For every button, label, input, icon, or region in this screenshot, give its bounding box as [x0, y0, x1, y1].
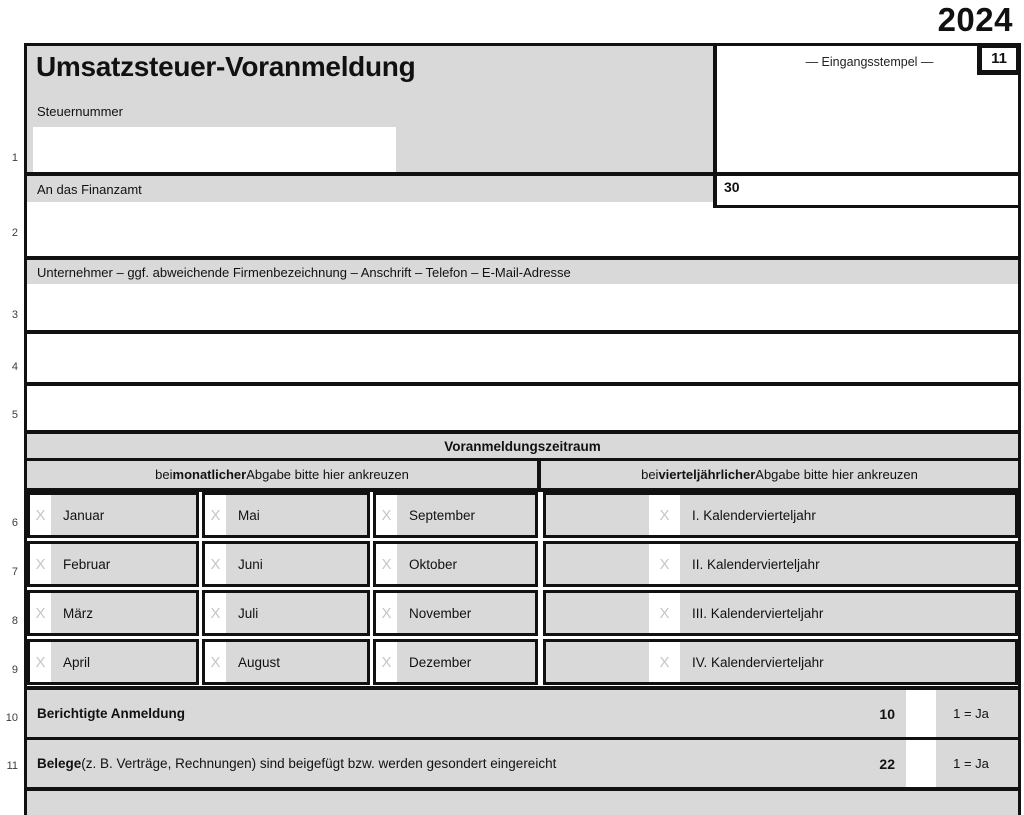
month-label-maerz: März [63, 605, 93, 621]
checkbox-mark: X [659, 506, 670, 524]
field-code-10: 10 [879, 705, 895, 722]
checkbox-mark: X [210, 506, 221, 524]
berichtigte-anmeldung-row [27, 690, 1018, 737]
month-label-dezember: Dezember [409, 654, 472, 670]
steuernummer-label: Steuernummer [37, 104, 123, 119]
quarterly-header-prefix: bei [641, 467, 659, 482]
checkbox-mark: X [35, 604, 46, 622]
checkbox-mark: X [35, 555, 46, 573]
eingangsstempel-label: — Eingangsstempel — [805, 55, 934, 69]
quarterly-header-bold: vierteljährlicher [658, 467, 756, 482]
belege-bold-text: Belege [37, 756, 82, 771]
month-label-april: April [63, 654, 91, 670]
row-number-5: 5 [11, 409, 18, 421]
quarter-label-q3: III. Kalendervierteljahr [692, 605, 824, 621]
row-number-1: 1 [11, 152, 18, 164]
finanzamt-name-input[interactable] [27, 206, 1018, 256]
checkbox-oktober[interactable] [376, 544, 397, 584]
checkbox-q2[interactable] [649, 544, 680, 584]
month-cell-august [202, 639, 370, 685]
finanzamt-label-bar [27, 176, 713, 202]
month-cell-maerz [27, 590, 199, 636]
quarter-spacer [546, 593, 649, 633]
month-label-oktober: Oktober [409, 556, 458, 572]
month-cell-oktober [373, 541, 538, 587]
row-number-10: 10 [5, 712, 18, 724]
month-cell-februar [27, 541, 199, 587]
quarter-label-q1: I. Kalendervierteljahr [692, 507, 816, 523]
quarter-cell-q4 [543, 639, 1018, 685]
quarter-spacer [546, 544, 649, 584]
month-label-mai: Mai [238, 507, 260, 523]
month-label-februar: Februar [63, 556, 111, 572]
belege-label [37, 740, 556, 787]
month-cell-januar [27, 492, 199, 538]
checkbox-november[interactable] [376, 593, 397, 633]
belege-rest-text: (z. B. Verträge, Rechnungen) sind beigefügt bzw. werden gesondert eingereicht [81, 756, 557, 771]
quarter-cell-q2 [543, 541, 1018, 587]
quarter-label-q2: II. Kalendervierteljahr [692, 556, 820, 572]
monthly-header [27, 461, 537, 488]
finanzamt-label: An das Finanzamt [37, 181, 142, 197]
unternehmer-label-bar [27, 260, 1018, 284]
form-header [27, 46, 713, 172]
checkbox-mark: X [659, 555, 670, 573]
quarter-spacer [546, 642, 649, 682]
checkbox-februar[interactable] [30, 544, 51, 584]
checkbox-q3[interactable] [649, 593, 680, 633]
month-cell-november [373, 590, 538, 636]
row-number-11: 11 [6, 760, 18, 772]
checkbox-januar[interactable] [30, 495, 51, 535]
checkbox-juli[interactable] [205, 593, 226, 633]
monthly-header-suffix: Abgabe bitte hier ankreuzen [246, 467, 409, 482]
berichtigte-anmeldung-label [37, 690, 185, 737]
belege-row [27, 740, 1018, 787]
unternehmer-input-line-1[interactable] [27, 284, 1018, 330]
row-number-9: 9 [11, 664, 18, 676]
monthly-header-bold: monatlicher [172, 467, 247, 482]
quarter-cell-q1 [543, 492, 1018, 538]
row-number-3: 3 [11, 309, 18, 321]
checkbox-q4[interactable] [649, 642, 680, 682]
checkbox-mark: X [210, 653, 221, 671]
form-title: Umsatzsteuer-Voranmeldung [36, 51, 416, 82]
quarterly-header [541, 461, 1018, 488]
ja-hint-10: 1 = Ja [953, 706, 989, 721]
unternehmer-input-line-2[interactable] [27, 334, 1018, 382]
checkbox-mark: X [35, 506, 46, 524]
finanzamt-code-field[interactable] [713, 176, 1018, 208]
zeitraum-title-bar [27, 434, 1018, 458]
unternehmer-label: Unternehmer – ggf. abweichende Firmenbezeichnung – Anschrift – Telefon – E-Mail-Adresse [37, 264, 571, 280]
field-code-22: 22 [879, 755, 895, 772]
monthly-header-prefix: bei [155, 467, 173, 482]
row-number-2: 2 [11, 227, 18, 239]
berichtigte-anmeldung-input[interactable] [906, 690, 936, 737]
eingangsstempel-area [717, 46, 1018, 172]
month-label-september: September [409, 507, 476, 523]
month-cell-mai [202, 492, 370, 538]
checkbox-mark: X [381, 555, 392, 573]
belege-input[interactable] [906, 740, 936, 787]
month-cell-dezember [373, 639, 538, 685]
berichtigte-anmeldung-text: Berichtigte Anmeldung [37, 706, 186, 721]
month-cell-september [373, 492, 538, 538]
month-label-januar: Januar [63, 507, 105, 523]
checkbox-mark: X [381, 653, 392, 671]
checkbox-mark: X [659, 604, 670, 622]
year-label: 2024 [937, 1, 1013, 38]
checkbox-juni[interactable] [205, 544, 226, 584]
finanzamt-code: 30 [724, 179, 740, 195]
row-number-8: 8 [11, 615, 18, 627]
checkbox-dezember[interactable] [376, 642, 397, 682]
form-code-badge: 11 [977, 43, 1021, 75]
ja-hint-22: 1 = Ja [953, 756, 989, 771]
month-label-november: November [409, 605, 472, 621]
checkbox-april[interactable] [30, 642, 51, 682]
checkbox-mark: X [381, 604, 392, 622]
checkbox-mai[interactable] [205, 495, 226, 535]
checkbox-mark: X [35, 653, 46, 671]
row-number-7: 7 [11, 566, 18, 578]
month-label-juli: Juli [238, 605, 259, 621]
checkbox-mark: X [381, 506, 392, 524]
month-label-august: August [238, 654, 281, 670]
month-cell-april [27, 639, 199, 685]
month-cell-juni [202, 541, 370, 587]
steuernummer-input[interactable] [33, 127, 396, 172]
unternehmer-input-line-3[interactable] [27, 386, 1018, 430]
row-number-6: 6 [11, 517, 18, 529]
row-number-4: 4 [11, 361, 18, 373]
checkbox-maerz[interactable] [30, 593, 51, 633]
form-box [24, 43, 1021, 815]
quarter-label-q4: IV. Kalendervierteljahr [692, 654, 824, 670]
zeitraum-title: Voranmeldungszeitraum [444, 438, 601, 454]
next-section-partial [27, 791, 1018, 815]
month-label-juni: Juni [238, 556, 263, 572]
month-cell-juli [202, 590, 370, 636]
quarter-spacer [546, 495, 649, 535]
checkbox-mark: X [210, 555, 221, 573]
checkbox-mark: X [210, 604, 221, 622]
checkbox-mark: X [659, 653, 670, 671]
checkbox-august[interactable] [205, 642, 226, 682]
quarter-cell-q3 [543, 590, 1018, 636]
checkbox-q1[interactable] [649, 495, 680, 535]
checkbox-september[interactable] [376, 495, 397, 535]
quarterly-header-suffix: Abgabe bitte hier ankreuzen [755, 467, 918, 482]
